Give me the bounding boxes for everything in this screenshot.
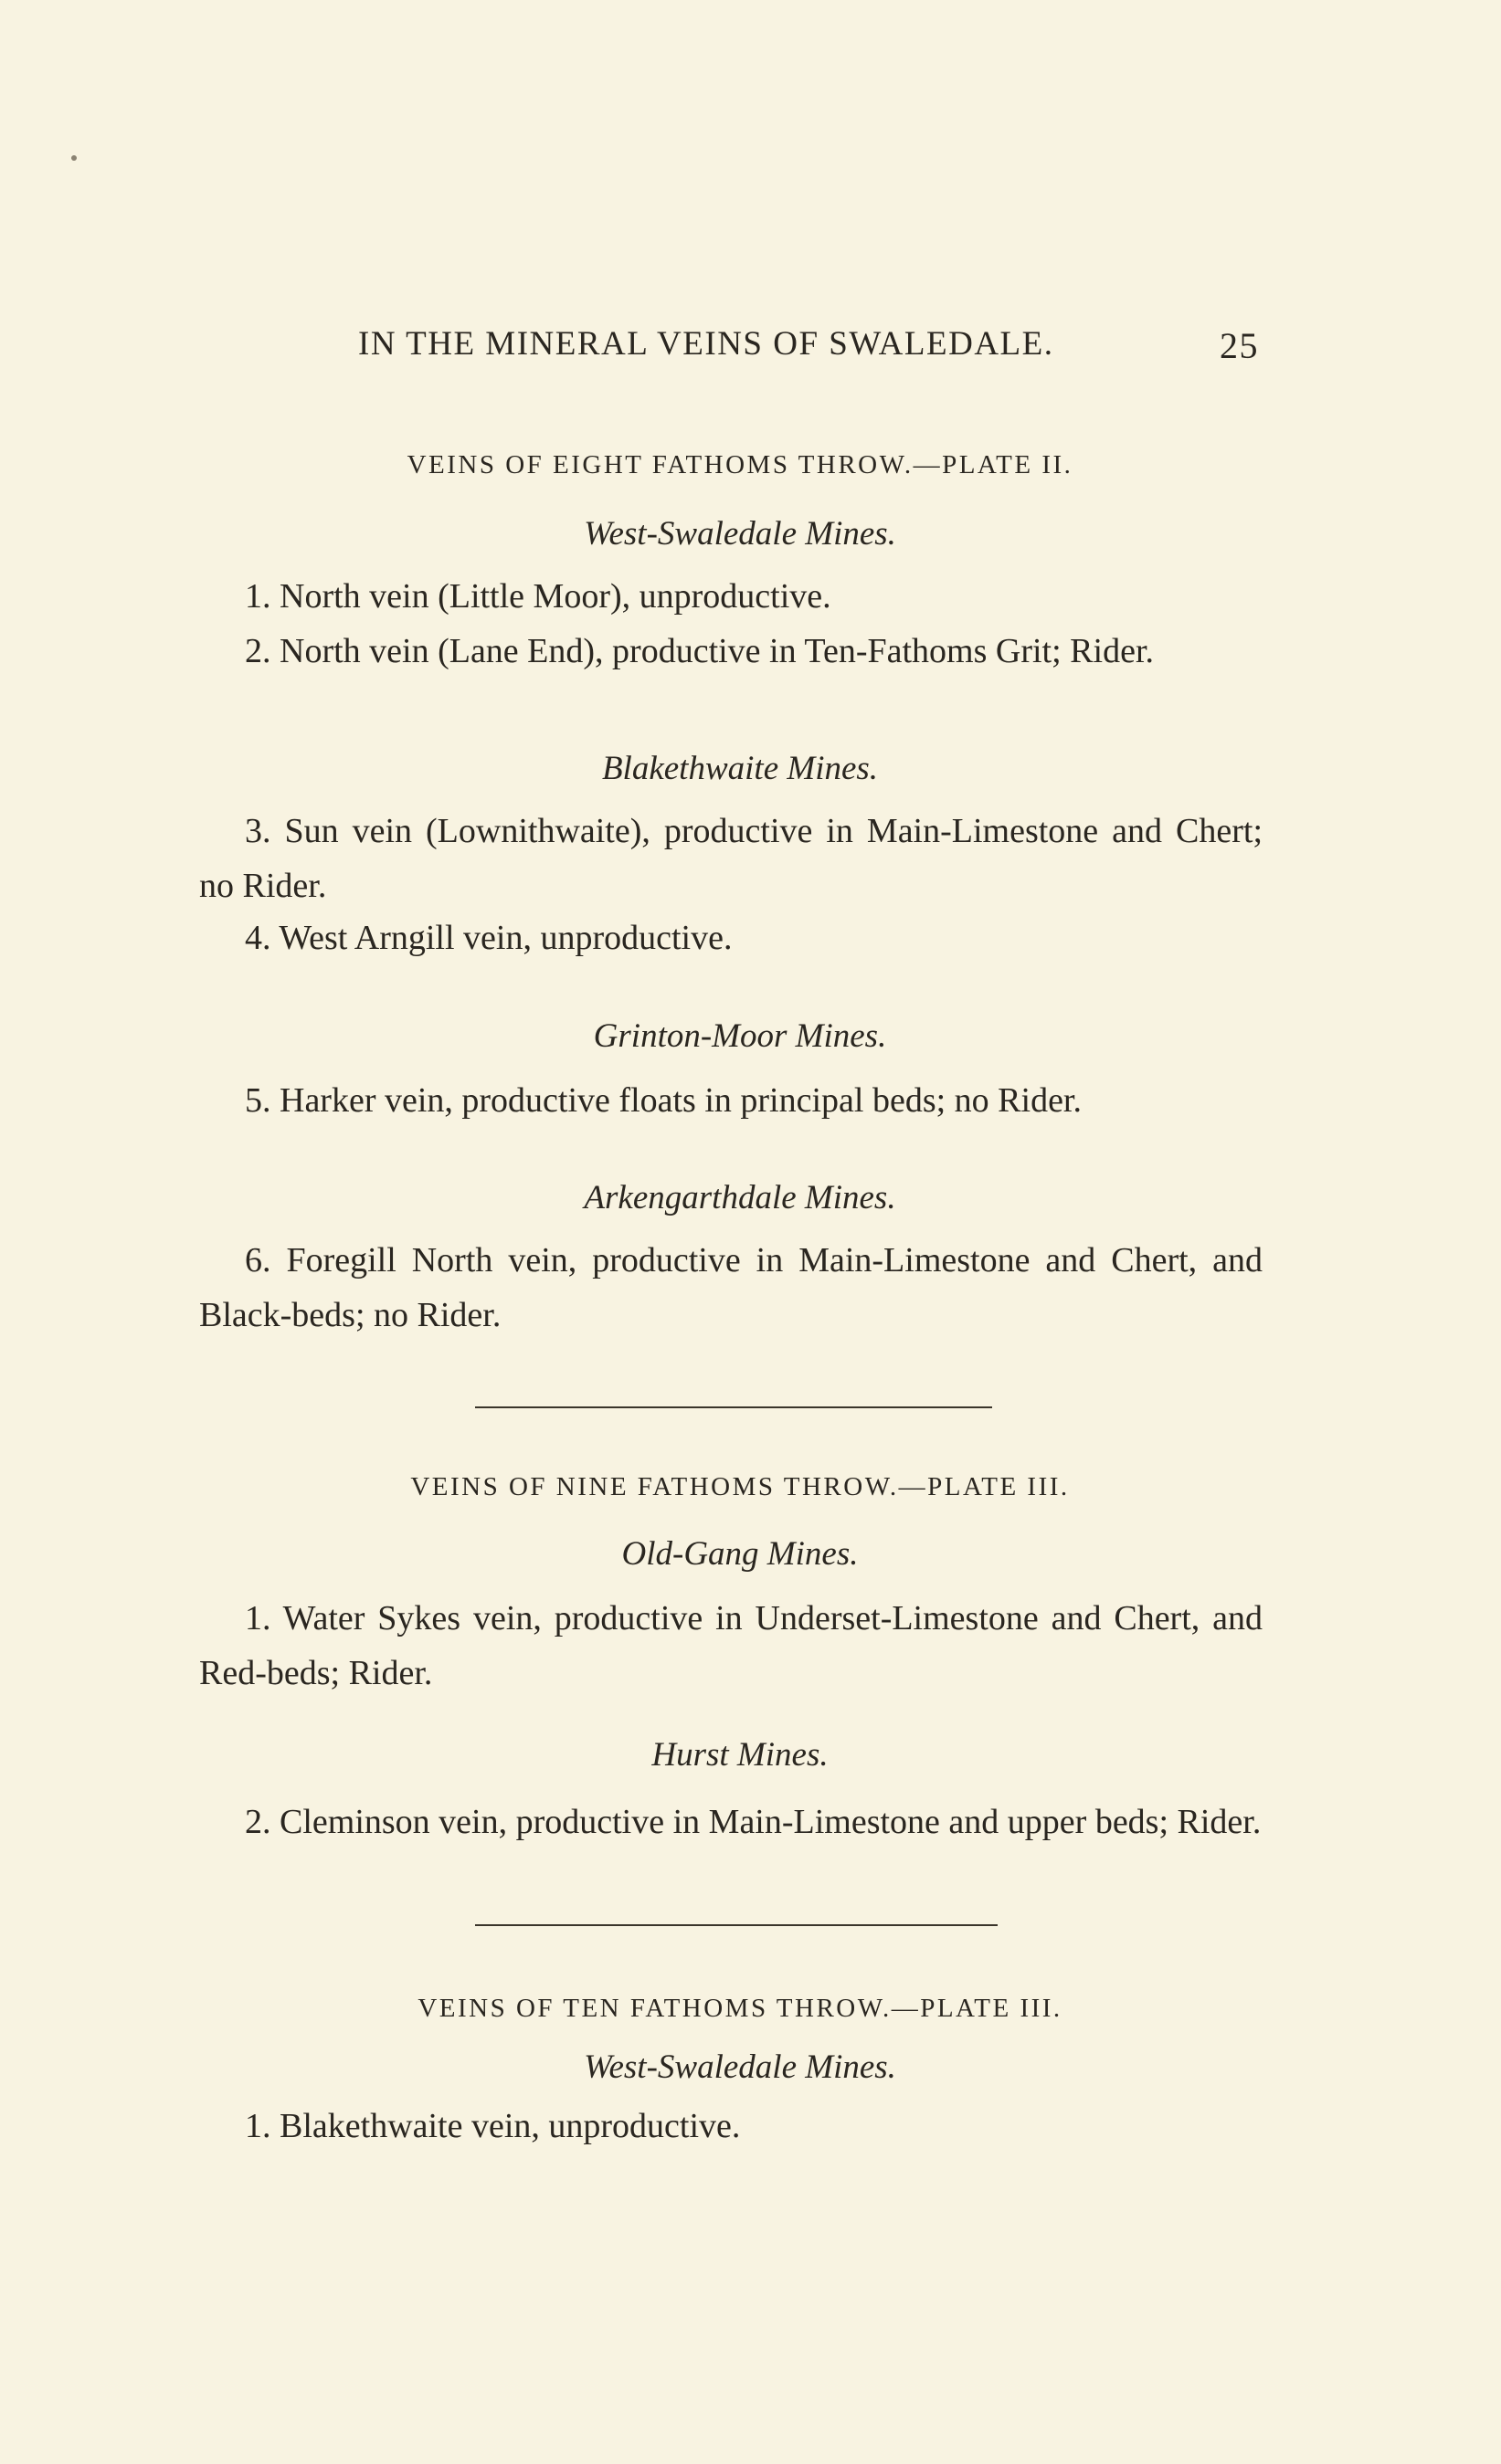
vein-entry: 5. Harker vein, productive floats in principal beds; no Rider. — [245, 1081, 1082, 1120]
page-number: 25 — [1220, 325, 1259, 366]
subheading-grinton-moor-mines: Grinton-Moor Mines. — [593, 1017, 887, 1055]
subheading-arkengarthdale-mines: Arkengarthdale Mines. — [584, 1179, 896, 1216]
subheading-old-gang-mines: Old-Gang Mines. — [621, 1535, 859, 1573]
vein-entry: 1. Water Sykes vein, productive in Underset-Limestone and Chert, and Red-beds; Rider. — [199, 1599, 1263, 1692]
vein-entry: 4. West Arngill vein, unproductive. — [245, 919, 733, 957]
vein-entry: 1. Blakethwaite vein, unproductive. — [245, 2107, 741, 2145]
subheading-hurst-mines: Hurst Mines. — [651, 1736, 829, 1774]
running-head-title: IN THE MINERAL VEINS OF SWALEDALE. — [358, 325, 1054, 363]
vein-entry: 2. North vein (Lane End), productive in Ten-Fathoms Grit; Rider. — [245, 632, 1154, 670]
subheading-west-swaledale-mines: West-Swaledale Mines. — [584, 515, 896, 553]
vein-entry: 2. Cleminson vein, productive in Main-Limestone and upper beds; Rider. — [245, 1803, 1262, 1841]
vein-entry: 3. Sun vein (Lownithwaite), productive in Main-Limestone and Chert; no Rider. — [199, 812, 1263, 905]
section-heading-ten-fathoms: VEINS OF TEN FATHOMS THROW.—PLATE III. — [418, 1994, 1062, 2023]
section-heading-nine-fathoms: VEINS OF NINE FATHOMS THROW.—PLATE III. — [410, 1472, 1070, 1501]
paper-speck — [71, 155, 77, 161]
vein-entry: 1. North vein (Little Moor), unproductive. — [245, 577, 831, 616]
subheading-west-swaledale-mines: West-Swaledale Mines. — [584, 2048, 896, 2086]
subheading-blakethwaite-mines: Blakethwaite Mines. — [601, 750, 879, 787]
running-head — [358, 324, 1259, 370]
section-heading-eight-fathoms: VEINS OF EIGHT FATHOMS THROW.—PLATE II. — [407, 450, 1073, 479]
section-divider — [475, 1924, 998, 1926]
section-divider — [475, 1406, 992, 1408]
vein-entry: 6. Foregill North vein, productive in Main-Limestone and Chert, and Black-beds; no Rider. — [199, 1241, 1263, 1334]
